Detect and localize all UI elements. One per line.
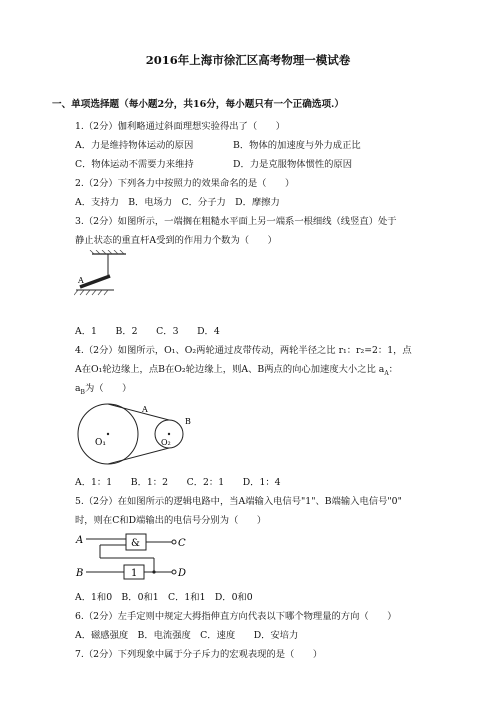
q2-stem: 2.（2分）下列各力中按照力的效果命名的是（ ） xyxy=(75,178,295,189)
q7-stem: 7.（2分）下列现象中属于分子斥力的宏观表现的是（ ） xyxy=(75,649,323,660)
q4-stem-line1: 4.（2分）如图所示，O₁、O₂两轮通过皮带传动，两轮半径之比 r₁：r₂=2：1，点 xyxy=(75,345,412,356)
q4-sub-b: B xyxy=(80,388,85,396)
q4-stem-line3-text: a xyxy=(75,383,81,394)
q1-options-row2 xyxy=(75,156,364,170)
q3-rod-figure xyxy=(74,250,164,300)
q4-options: A．1：1 B．1：2 C．2：1 D．1：4 xyxy=(75,477,281,488)
q4-stem-line2-text: A在O₁轮边缘上，点B在O₂轮边缘上，则A、B两点的向心加速度大小之比 a xyxy=(75,364,385,375)
q6-stem: 6.（2分）左手定则中规定大拇指伸直方向代表以下哪个物理量的方向（ ） xyxy=(75,611,397,622)
q1-option-b[interactable]: B．物体的加速度与外力成正比 xyxy=(233,140,361,151)
q4-belt-figure xyxy=(75,398,205,470)
q6-options: A．磁感强度 B．电流强度 C．速度 D．安培力 xyxy=(75,630,299,641)
q4-stem-line3-end: 为（ ） xyxy=(84,383,132,394)
q3-label-a: A xyxy=(78,276,84,285)
exam-title: 2016年上海市徐汇区高考物理一模试卷 xyxy=(145,53,351,67)
q5-and-gate-symbol: & xyxy=(131,538,140,549)
q5-not-gate-symbol: 1 xyxy=(131,568,138,579)
q1-option-a[interactable]: A．力是维持物体运动的原因 xyxy=(75,140,194,151)
section-heading: 一、单项选择题（每小题2分，共16分，每小题只有一个正确选项.） xyxy=(52,99,344,110)
q1-options-row1 xyxy=(75,137,373,151)
q5-stem-line1: 5.（2分）在如图所示的逻辑电路中，当A端输入电信号"1"、B端输入电信号"0" xyxy=(75,496,402,507)
q3-stem-line1: 3.（2分）如图所示，一端搁在粗糙水平面上另一端系一根细线（线竖直）处于 xyxy=(75,216,397,227)
q3-options: A．1 B．2 C．3 D．4 xyxy=(75,326,220,337)
q4-label-b: B xyxy=(185,417,191,426)
q4-label-o1: O₁ xyxy=(95,438,106,448)
q4-label-o2: O₂ xyxy=(161,438,171,447)
q4-sub-a: A xyxy=(384,369,389,377)
q4-stem-line3 xyxy=(75,380,131,396)
q2-options: A．支持力 B．电场力 C．分子力 D．摩擦力 xyxy=(75,197,280,208)
q5-stem-line2: 时，则在C和D端输出的电信号分别为（ ） xyxy=(75,515,267,526)
q4-stem-line2-end: ： xyxy=(388,364,398,375)
q1-option-d[interactable]: D．力是克服物体惯性的原因 xyxy=(233,159,353,170)
q4-label-a: A xyxy=(142,405,148,414)
q5-options: A．1和0 B．0和1 C．1和1 D．0和0 xyxy=(75,592,253,603)
q3-stem-line2: 静止状态的重直杆A受到的作用力个数为（ ） xyxy=(75,235,277,246)
q5-label-b: B xyxy=(76,568,84,579)
q4-stem-line2 xyxy=(75,361,398,377)
q5-label-a: A xyxy=(76,535,84,546)
q5-label-d: D xyxy=(178,568,187,579)
q1-option-c[interactable]: C．物体运动不需要力来维持 xyxy=(75,159,194,170)
q5-label-c: C xyxy=(178,538,186,549)
q5-logic-circuit xyxy=(74,528,198,582)
q1-stem: 1.（2分）伽利略通过斜面理想实验得出了（ ） xyxy=(75,121,286,132)
